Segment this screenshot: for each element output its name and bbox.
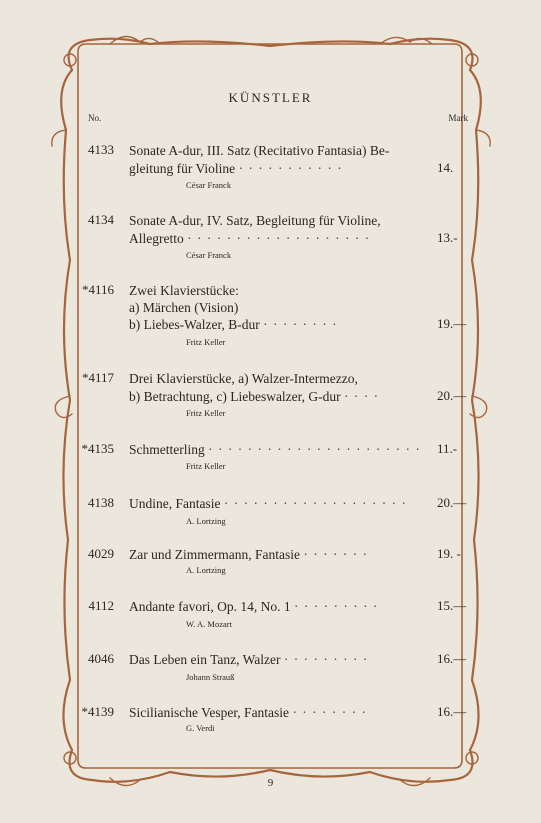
entry-title-line: Allegretto · · · · · · · · · · · · · · · · · · ·	[129, 231, 371, 246]
entry-title-line: Sonate A-dur, III. Satz (Recitativo Fantasia) Be-	[129, 143, 390, 158]
entry-title-line: gleitung für Violine · · · · · · · · · · ·	[129, 161, 343, 176]
entry-number: *4135	[81, 441, 114, 456]
entry-price: 11.-	[437, 441, 458, 456]
entry-price: 16.—	[437, 704, 467, 719]
page-number: 9	[267, 777, 274, 789]
column-header-mark: Mark	[448, 113, 468, 123]
entry-composer: G. Verdi	[186, 723, 215, 733]
entry-title-line: Undine, Fantasie · · · · · · · · · · · · · · · · · · ·	[129, 496, 408, 511]
entry-price: 20.—	[437, 495, 467, 510]
entry-title-line: Schmetterling · · · · · · · · · · · · · · · · · · · · · ·	[129, 442, 421, 457]
entry-title-line: b) Liebes-Walzer, B-dur · · · · · · · ·	[129, 317, 338, 332]
entry-price: 13.-	[437, 230, 458, 245]
entry-composer: Fritz Keller	[186, 337, 226, 347]
entry-number: *4139	[81, 704, 114, 719]
entry-title-line: Drei Klavierstücke, a) Walzer-Intermezzo,	[129, 371, 358, 386]
entry-number: *4116	[81, 282, 114, 297]
entry-title-line: Sicilianische Vesper, Fantasie · · · · · · · ·	[129, 705, 368, 720]
entry-number: 4138	[88, 495, 114, 510]
entry-composer: César Franck	[186, 180, 232, 190]
entry-composer: A. Lortzing	[186, 565, 226, 575]
entry-price: 14.	[437, 160, 454, 175]
entry-title-line: b) Betrachtung, c) Liebeswalzer, G-dur · · · ·	[129, 389, 380, 404]
entry-price: 20.—	[437, 388, 467, 403]
entry-price: 16.—	[437, 651, 467, 666]
entry-title-line: Das Leben ein Tanz, Walzer · · · · · · · · ·	[129, 652, 369, 667]
entry-number: 4046	[88, 651, 114, 666]
entry-price: 19.—	[437, 316, 467, 331]
entry-number: 4134	[88, 212, 114, 227]
entry-composer: Fritz Keller	[186, 408, 226, 418]
section-title: KÜNSTLER	[228, 90, 313, 105]
entry-price: 15.—	[437, 598, 467, 613]
entry-number: 4029	[88, 546, 114, 561]
entry-title-line: Sonate A-dur, IV. Satz, Begleitung für Violine,	[129, 213, 381, 228]
entry-title-line: Zar und Zimmermann, Fantasie · · · · · · ·	[129, 547, 369, 562]
entry-composer: A. Lortzing	[186, 516, 226, 526]
entry-title-line: Andante favori, Op. 14, No. 1 · · · · · · · · ·	[129, 599, 379, 614]
column-header-number: No.	[88, 113, 102, 123]
entry-composer: W. A. Mozart	[186, 619, 232, 629]
entry-price: 19. -	[437, 546, 461, 561]
entry-title-line: Zwei Klavierstücke:	[129, 283, 239, 298]
entry-composer: Fritz Keller	[186, 461, 226, 471]
entry-title-line: a) Märchen (Vision)	[129, 300, 239, 315]
entry-number: *4117	[81, 370, 114, 385]
entry-composer: César Franck	[186, 250, 232, 260]
entry-composer: Johann Strauß	[186, 672, 235, 682]
entry-number: 4133	[88, 142, 114, 157]
entry-number: 4112	[88, 598, 114, 613]
